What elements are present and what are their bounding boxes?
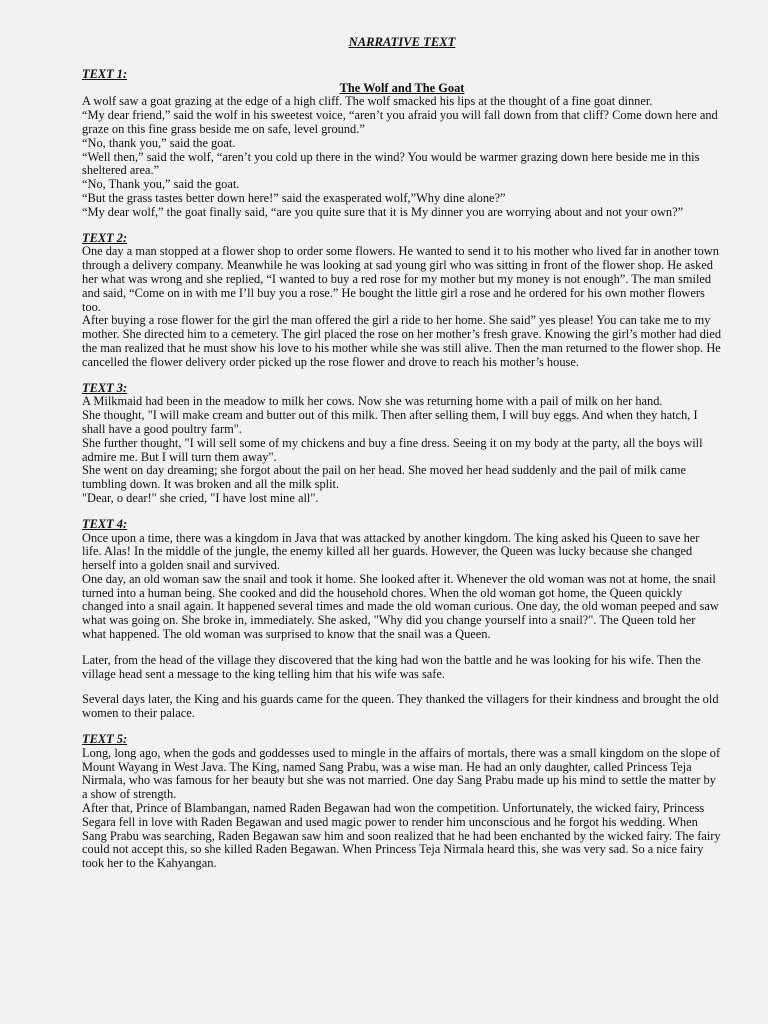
paragraph: She further thought, "I will sell some of my chickens and buy a fine dress. Seeing it on my body at the party, all the boys will admire me. But I will turn them away". (82, 435, 703, 464)
paragraph: Several days later, the King and his guards came for the queen. They thanked the villagers for their kindness and brought the old women to their palace. (82, 692, 719, 721)
paragraph: “Well then,” said the wolf, “aren’t you cold up there in the wind? You would be warmer grazing down here beside me in this sheltered area.” (82, 149, 700, 178)
paragraph: After that, Prince of Blambangan, named Raden Begawan had won the competition. Unfortunately, the wicked fairy, Princess Segara fell in love with Raden Begawan and used magic power to render him unconscious and he forgot his wedding. When Sang Prabu was searching, Raden Begawan saw him and soon realized that he had been enchanted by the wicked fairy. The fairy could not accept this, so she killed Raden Begawan. When Princess Teja Nirmala heard this, she was very sad. So a nice fairy took her to the Kahyangan. (82, 801, 721, 871)
paragraph: “But the grass tastes better down here!” said the exasperated wolf,”Why dine alone?” (82, 190, 506, 205)
paragraph: “My dear friend,” said the wolf in his sweetest voice, “aren’t you afraid you will fall down from that cliff? Come down here and graze on this fine grass beside me on safe, level ground.” (82, 108, 718, 136)
paragraph: One day a man stopped at a flower shop to order some flowers. He wanted to send it to his mother who lived far in another town through a delivery company. Meanwhile he was looking at sad young girl who was sitting in front of the flower shop. He asked her what was wrong and she replied, “I wanted to buy a red rose for my mother but my money is not enough”. The man smiled and said, “Come on in with me I’ll buy you a rose.” He bought the little girl a rose and he ordered for his own mother flowers too. (82, 244, 719, 314)
paragraph: “No, thank you,” said the goat. (82, 135, 236, 150)
paragraph: “No, Thank you,” said the goat. (82, 177, 240, 192)
paragraph: Later, from the head of the village they discovered that the king had won the battle and he was looking for his wife. Then the village head sent a message to the king telling him that his wife was safe. (82, 652, 701, 681)
paragraph: She went on day dreaming; she forgot about the pail on her head. She moved her head suddenly and the pail of milk came tumbling down. It was broken and all the milk split. (82, 463, 686, 492)
section-label: TEXT 1: (82, 66, 128, 81)
paragraph: After buying a rose flower for the girl the man offered the girl a ride to her home. She said” yes please! You can take me to my mother. She directed him to a cemetery. The girl placed the rose on her mother’s fresh grave. Knowing the girl’s mother had died the man realized that he must show his love to his mother while she was still alive. Then the man returned to the flower shop. He cancelled the flower delivery order picked up the rose flower and drove to reach his mother’s house. (82, 313, 722, 369)
paragraph: “My dear wolf,” the goat finally said, “are you quite sure that it is My dinner you are worrying about and not your own?” (82, 204, 684, 219)
paragraph: Once upon a time, there was a kingdom in Java that was attacked by another kingdom. The king asked his Queen to save her life. Alas! In the middle of the jungle, the enemy killed all her guards. However, the Queen was lucky because she changed herself into a golden snail and survived. (82, 530, 700, 573)
paragraph: A Milkmaid had been in the meadow to milk her cows. Now she was returning home with a pail of milk on her hand. (82, 394, 663, 409)
text-5-section (82, 733, 722, 871)
text-4-section (82, 518, 722, 721)
document-title: NARRATIVE TEXT (348, 35, 456, 49)
paragraph: A wolf saw a goat grazing at the edge of a high cliff. The wolf smacked his lips at the thought of a fine goat dinner. (82, 94, 653, 109)
paragraph: "Dear, o dear!" she cried, "I have lost mine all". (82, 490, 319, 505)
section-label: TEXT 4: (82, 516, 128, 531)
story-title: The Wolf and The Goat (339, 80, 465, 95)
paragraph: One day, an old woman saw the snail and took it home. She looked after it. Whenever the old woman was not at home, the snail turned into a human being. She cooked and did the household chores. When the old woman got home, the Queen quickly changed into a snail again. It happened several times and made the old woman curious. One day, the old woman peeped and saw what was going on. She broke in, immediately. She asked, "Why did you change yourself into a snail?". The Queen told her what happened. The old woman was surprised to know that the snail was a Queen. (82, 571, 719, 642)
text-1-section (82, 68, 722, 220)
text-3-section (82, 382, 722, 506)
section-label: TEXT 2: (82, 230, 128, 245)
section-label: TEXT 3: (82, 380, 128, 395)
text-2-section (82, 232, 722, 370)
paragraph: Long, long ago, when the gods and goddesses used to mingle in the affairs of mortals, there was a small kingdom on the slope of Mount Wayang in West Java. The King, named Sang Prabu, was a wise man. He had an only daughter, called Princess Teja Nirmala, who was famous for her beauty but she was not married. One day Sang Prabu made up his mind to settle the matter by a show of strength. (82, 745, 721, 802)
section-label: TEXT 5: (82, 732, 128, 747)
paragraph: She thought, "I will make cream and butter out of this milk. Then after selling them, I will buy eggs. And when they hatch, I shall have a good poultry farm". (82, 408, 698, 436)
